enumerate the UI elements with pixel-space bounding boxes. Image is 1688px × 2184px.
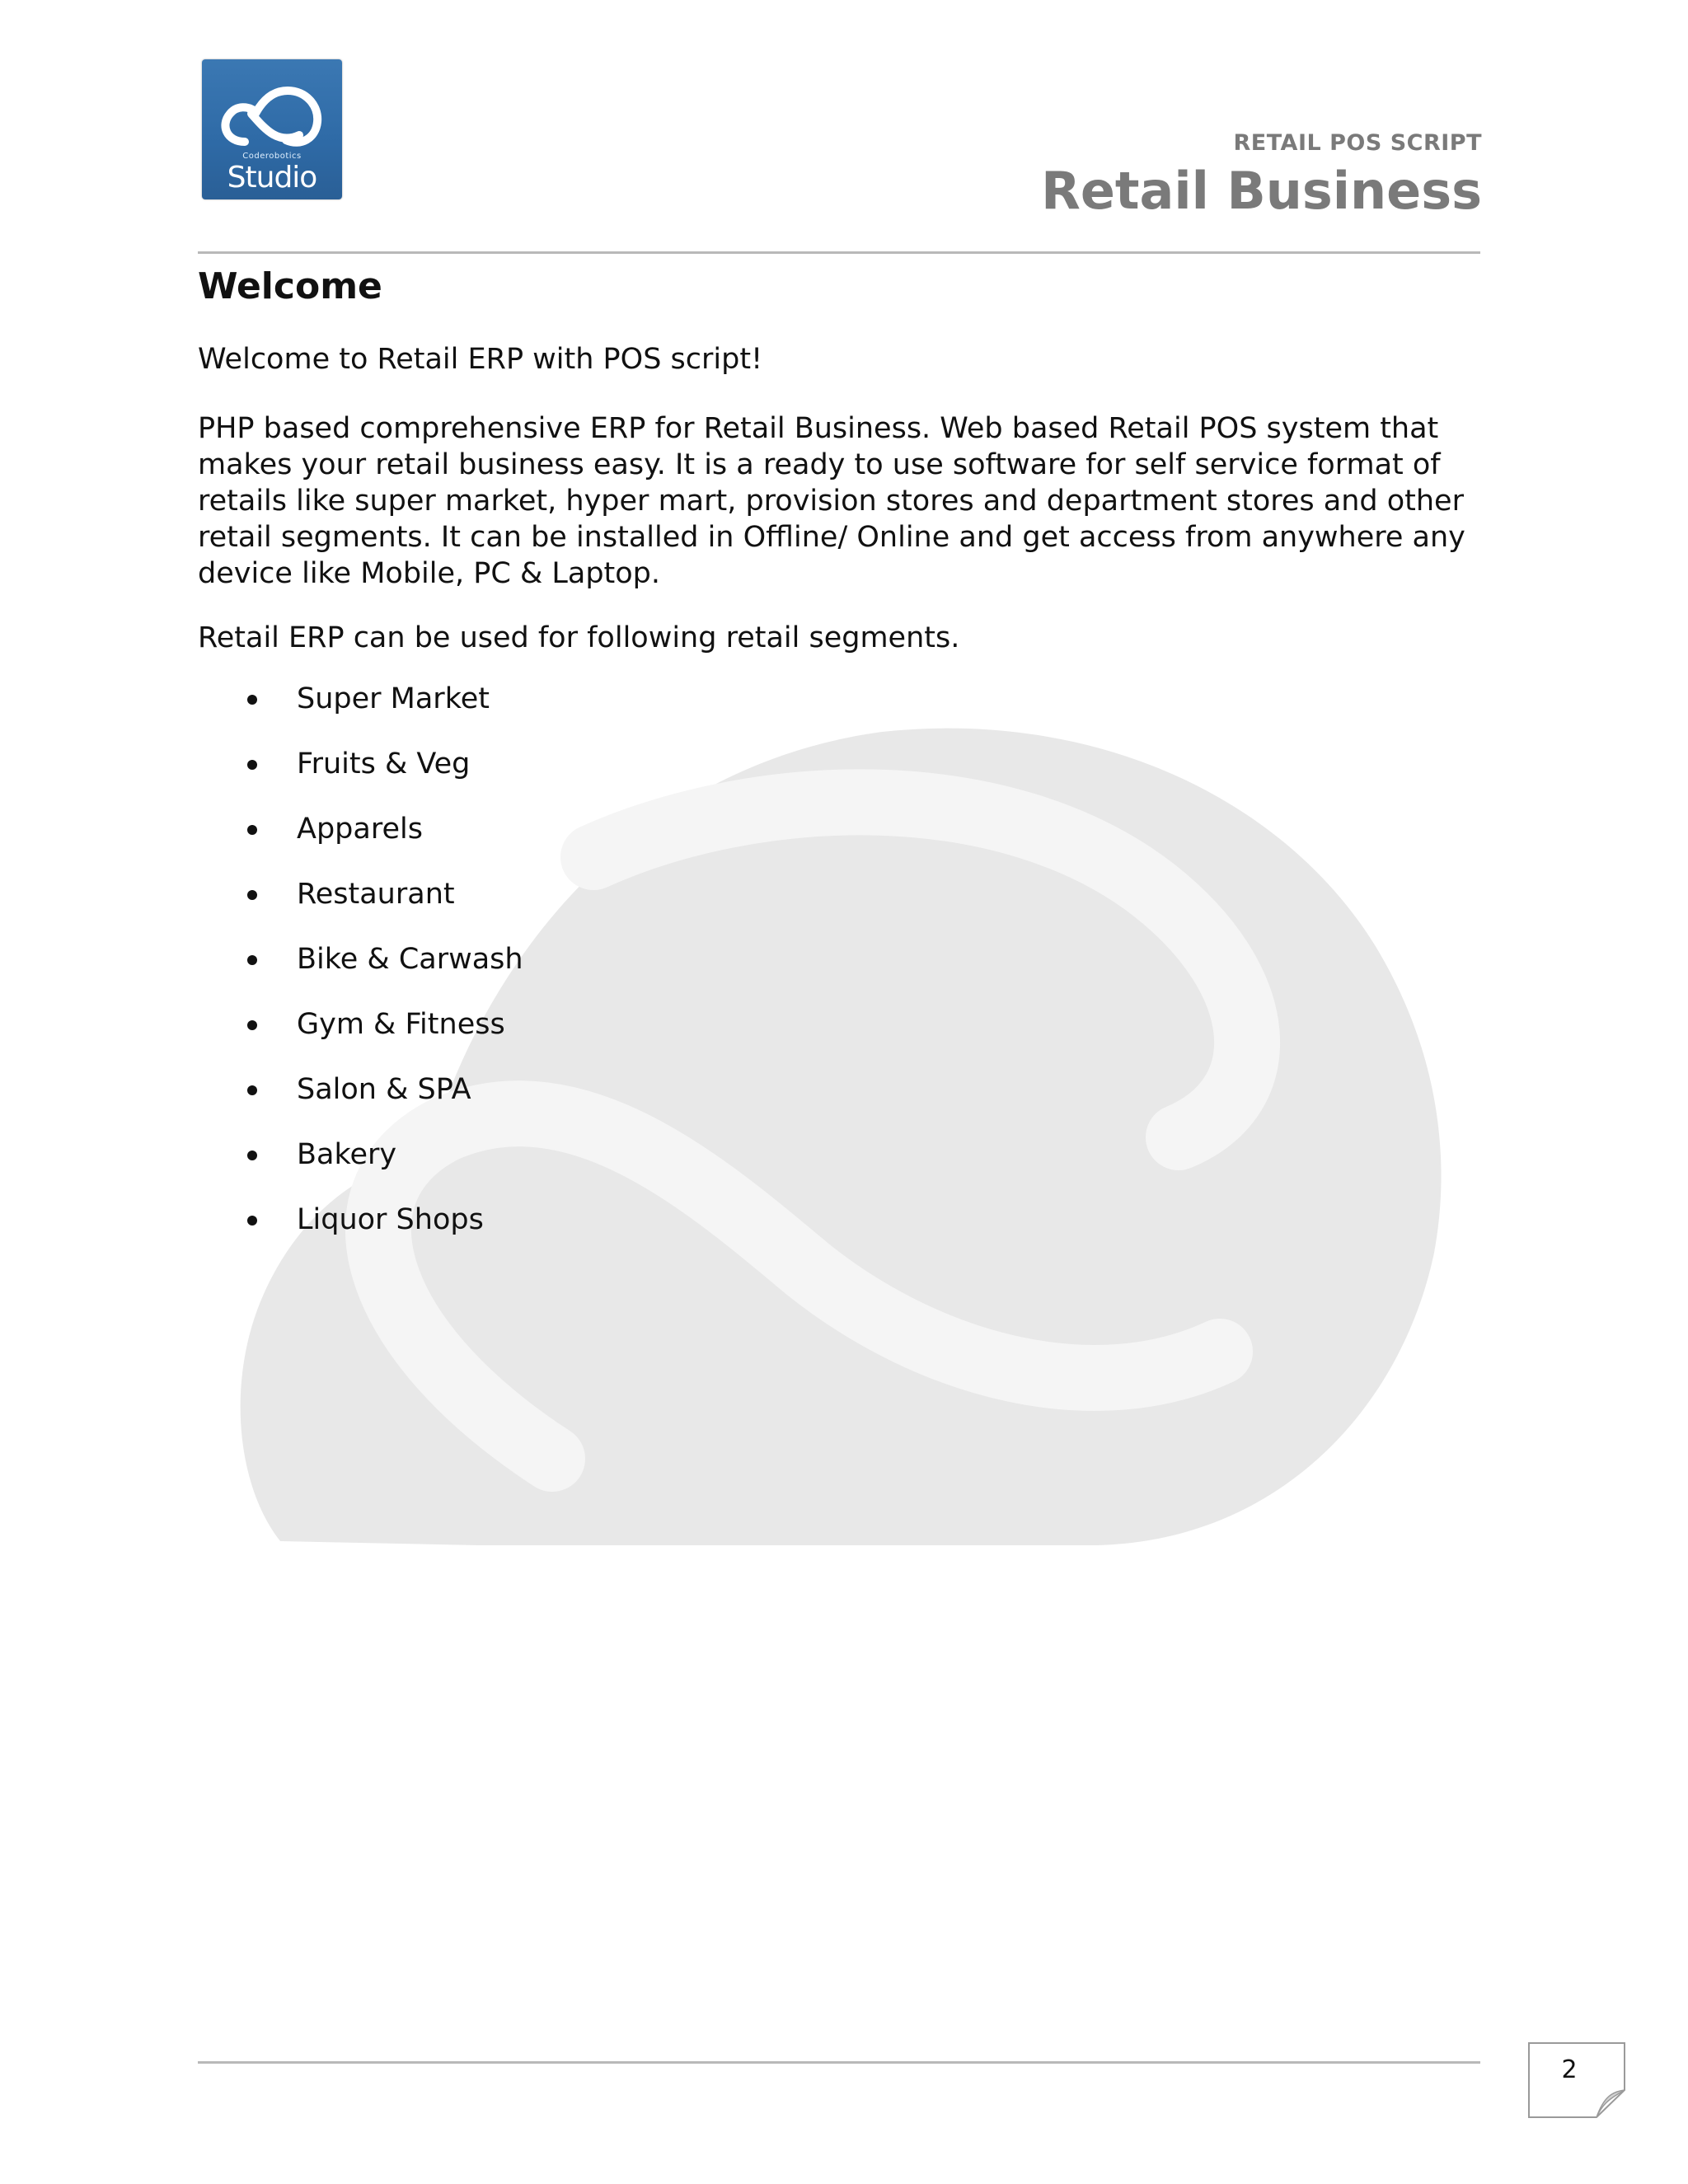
page-number-box xyxy=(1528,2042,1625,2118)
list-item-label: Super Market xyxy=(297,682,490,715)
page-heading: Welcome xyxy=(198,265,382,307)
description-paragraph: PHP based comprehensive ERP for Retail Business. Web based Retail POS system that makes your retail business easy. It is a ready to use software for self service format of retails like super market, hyper mart, provision stores and department stores and other retail segments. It can be installed in Offline/ Online and get access from anywhere any device like Mobile, PC & Laptop. xyxy=(198,412,1465,590)
list-item-label: Restaurant xyxy=(297,878,455,911)
welcome-paragraph: Welcome to Retail ERP with POS script! xyxy=(198,343,763,376)
company-logo xyxy=(202,59,342,199)
list-item-label: Gym & Fitness xyxy=(297,1008,505,1041)
footer-divider xyxy=(198,2061,1480,2064)
logo-text: Studio xyxy=(227,161,317,194)
bullet-icon xyxy=(247,890,257,900)
bullet-icon xyxy=(247,1020,257,1030)
list-item xyxy=(198,811,1480,847)
list-item-label: Fruits & Veg xyxy=(297,748,471,780)
list-item xyxy=(198,746,1480,782)
bullet-icon xyxy=(247,955,257,965)
bullet-icon xyxy=(247,1151,257,1160)
bullet-icon xyxy=(247,695,257,705)
list-item-label: Bakery xyxy=(297,1138,397,1171)
bullet-icon xyxy=(247,825,257,835)
logo-subtext: Coderobotics xyxy=(242,152,302,161)
list-item-label: Apparels xyxy=(297,813,423,846)
list-item xyxy=(198,1071,1480,1108)
list-item-label: Liquor Shops xyxy=(297,1203,484,1236)
bullet-icon xyxy=(247,760,257,770)
header-subtitle: RETAIL POS SCRIPT xyxy=(1233,130,1482,156)
list-item-label: Bike & Carwash xyxy=(297,943,523,976)
segments-intro: Retail ERP can be used for following retail segments. xyxy=(198,621,960,654)
list-item xyxy=(198,876,1480,912)
list-item xyxy=(198,1137,1480,1173)
list-item xyxy=(198,1202,1480,1238)
header-title: Retail Business xyxy=(1041,161,1482,221)
list-item-label: Salon & SPA xyxy=(297,1073,471,1106)
list-item xyxy=(198,681,1480,717)
header-divider xyxy=(198,251,1480,254)
document-body xyxy=(198,264,1480,1267)
page-number: 2 xyxy=(1561,2055,1578,2084)
bullet-icon xyxy=(247,1085,257,1095)
segments-list xyxy=(198,681,1480,1238)
list-item xyxy=(198,941,1480,977)
bullet-icon xyxy=(247,1216,257,1226)
list-item xyxy=(198,1006,1480,1043)
